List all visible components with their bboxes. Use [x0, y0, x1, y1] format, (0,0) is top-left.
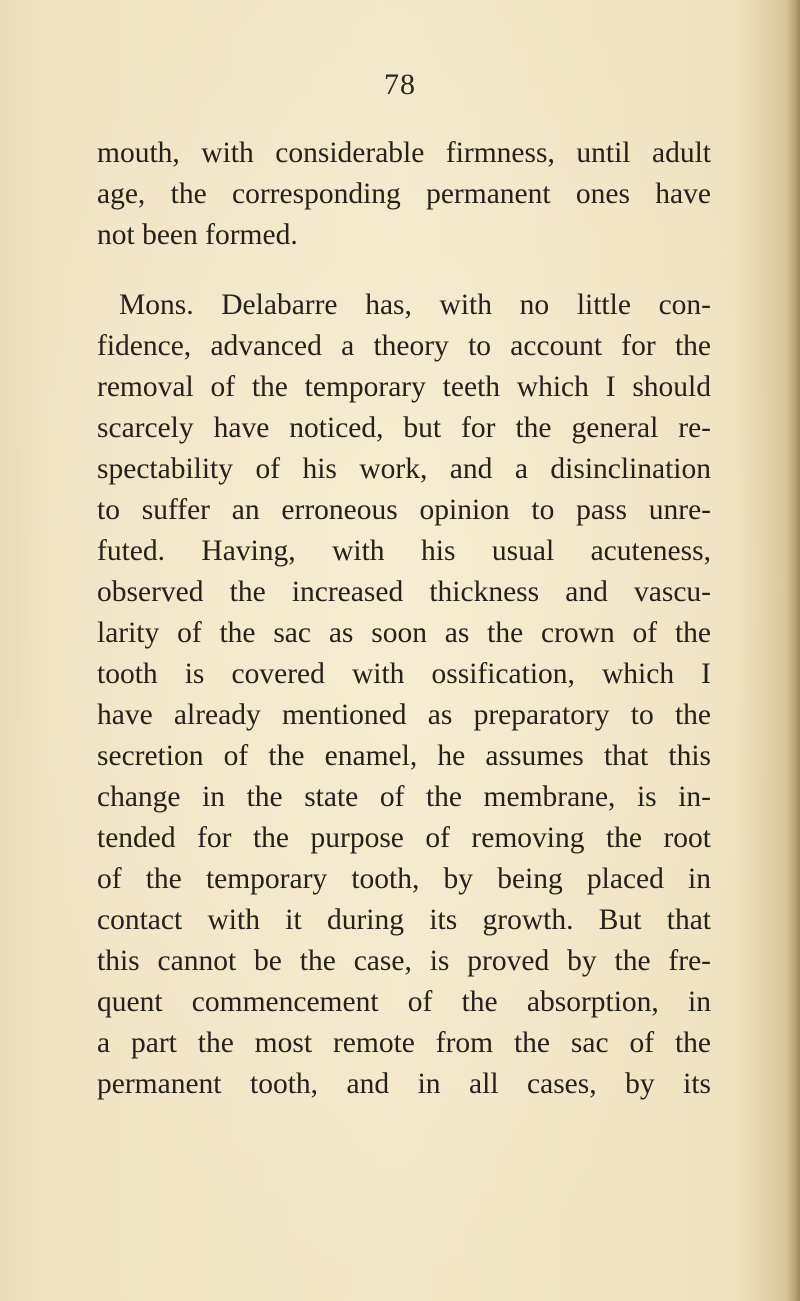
text-line: scarcely have noticed, but for the general re-	[97, 412, 711, 444]
text-line: tooth is covered with ossification, which I	[97, 658, 711, 690]
text-line: permanent tooth, and in all cases, by its	[97, 1068, 711, 1100]
text-line: contact with it during its growth. But that	[97, 904, 711, 936]
text-line: have already mentioned as preparatory to the	[97, 699, 711, 731]
text-line: fidence, advanced a theory to account for the	[97, 330, 711, 362]
text-line: removal of the temporary teeth which I should	[97, 371, 711, 403]
text-line: Mons. Delabarre has, with no little con-	[119, 289, 711, 321]
page-number: 78	[384, 68, 416, 101]
text-line: mouth, with considerable firmness, until adult	[97, 137, 711, 169]
paragraph-break	[97, 256, 711, 285]
body-text	[97, 133, 711, 1105]
page-edge-shadow	[786, 0, 800, 1301]
text-line: tended for the purpose of removing the root	[97, 822, 711, 854]
text-line: to suffer an erroneous opinion to pass unre-	[97, 494, 711, 526]
text-line: a part the most remote from the sac of the	[97, 1027, 711, 1059]
text-line: secretion of the enamel, he assumes that this	[97, 740, 711, 772]
text-line: larity of the sac as soon as the crown of the	[97, 617, 711, 649]
text-line: of the temporary tooth, by being placed in	[97, 863, 711, 895]
text-line: quent commencement of the absorption, in	[97, 986, 711, 1018]
text-line: not been formed.	[97, 219, 298, 251]
text-line: change in the state of the membrane, is in-	[97, 781, 711, 813]
text-line: age, the corresponding permanent ones have	[97, 178, 711, 210]
text-line: spectability of his work, and a disinclination	[97, 453, 711, 485]
text-line: observed the increased thickness and vascu-	[97, 576, 711, 608]
text-line: this cannot be the case, is proved by the fre-	[97, 945, 711, 977]
text-line: futed. Having, with his usual acuteness,	[97, 535, 711, 567]
